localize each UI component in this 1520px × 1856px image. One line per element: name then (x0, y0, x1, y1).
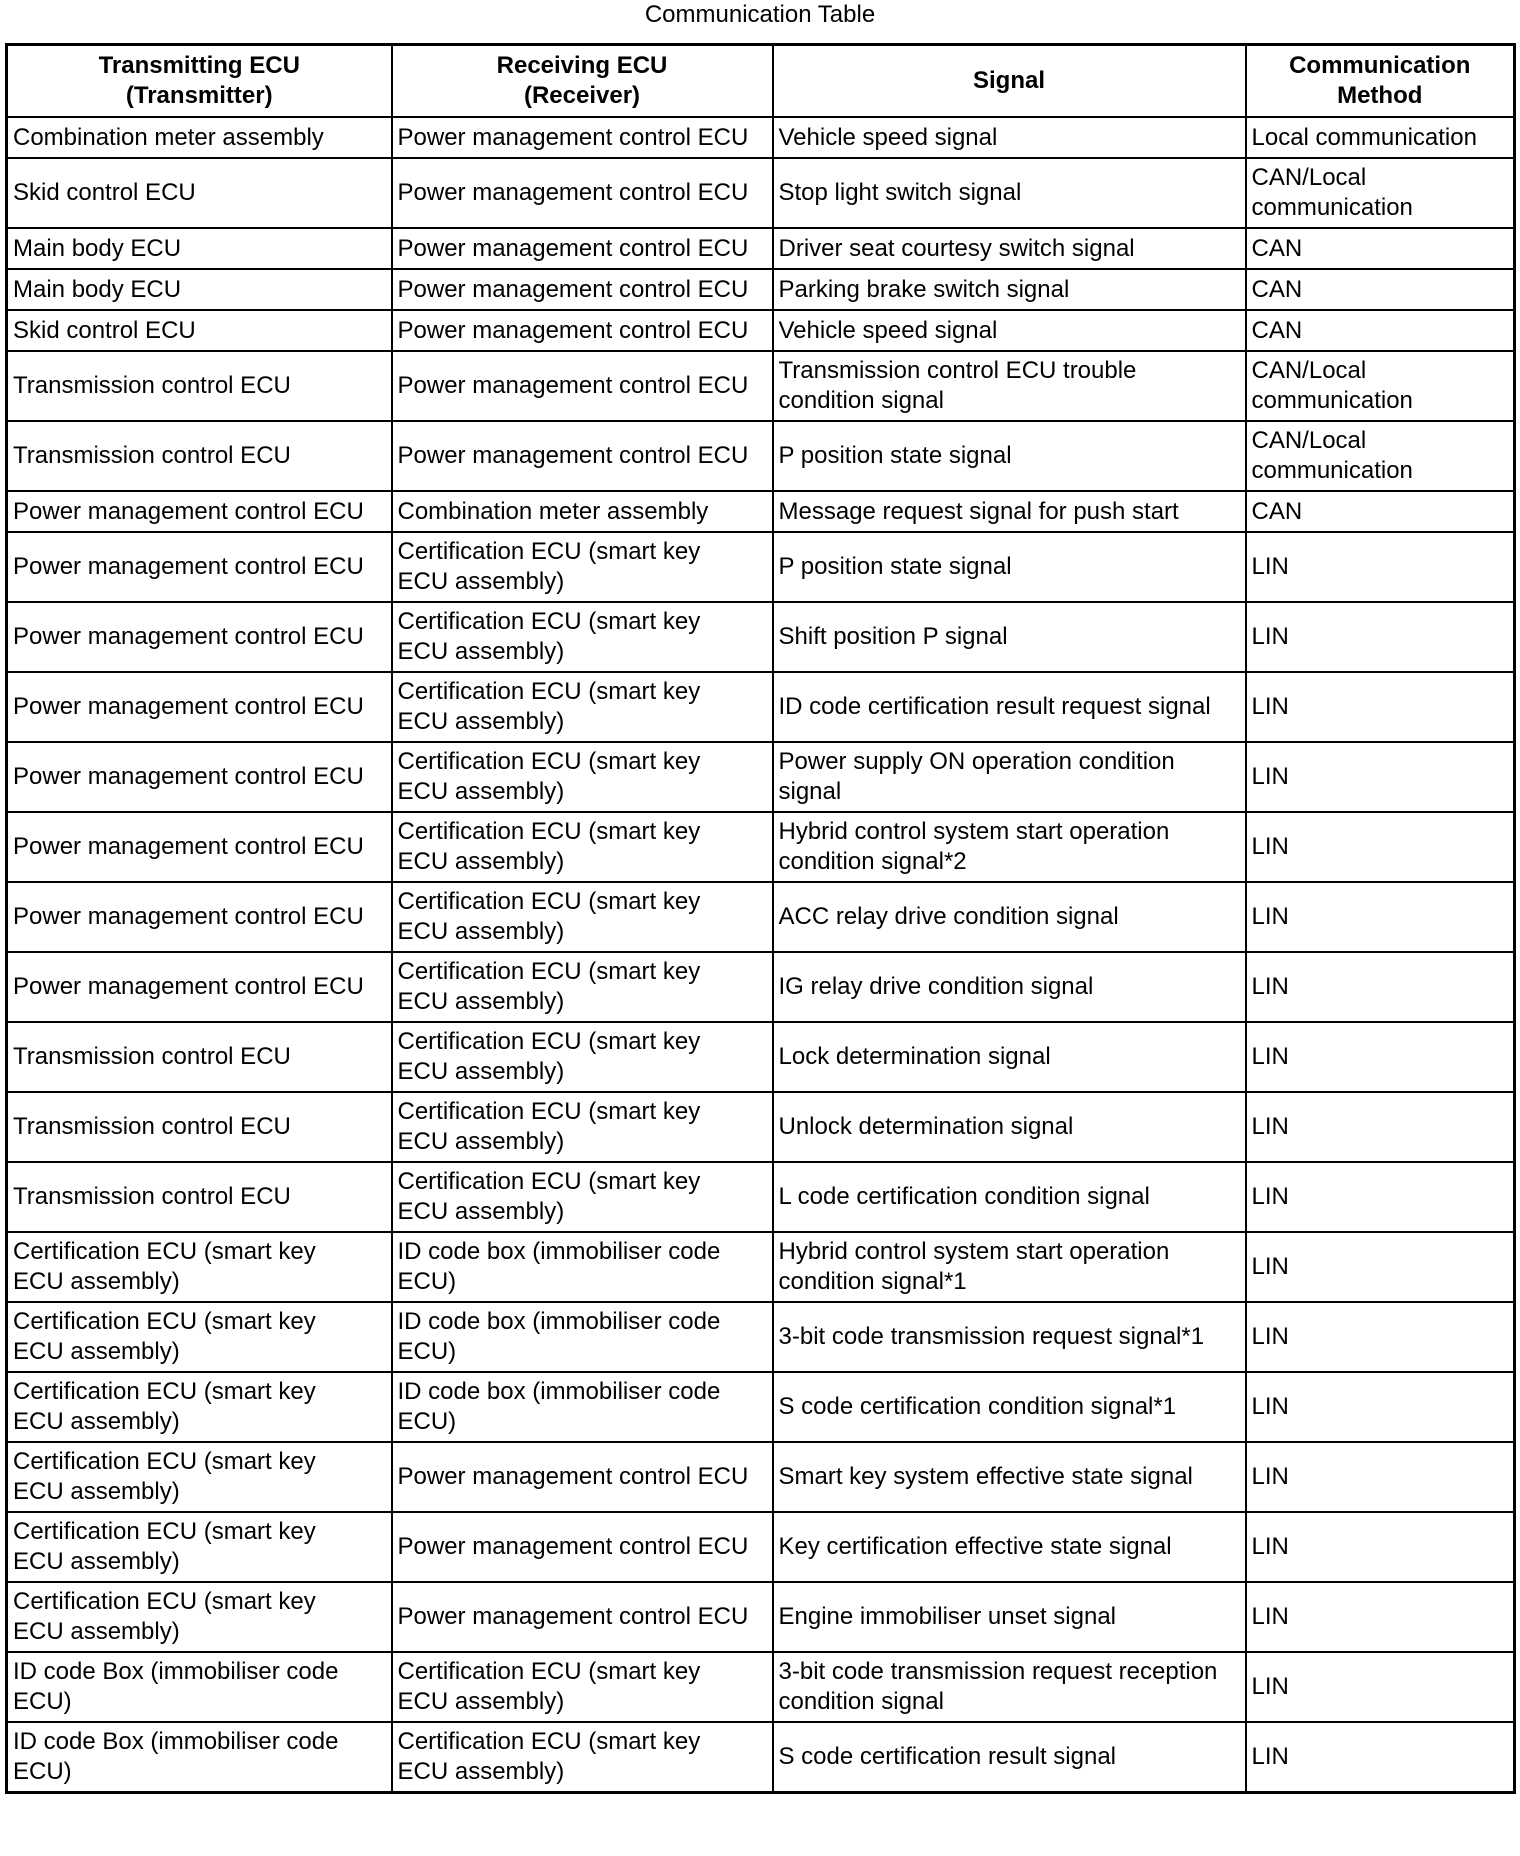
transmitting-ecu-cell (7, 1652, 392, 1722)
cell-text: LIN (1251, 903, 1289, 930)
table-caption: Communication Table (644, 1, 876, 28)
cell-text: ECU) (397, 1338, 457, 1365)
communication-method-cell (1246, 1512, 1515, 1582)
transmitting-ecu-cell (7, 1232, 392, 1302)
receiving-ecu-cell (392, 1652, 773, 1722)
cell-text: Certification ECU (smart key (13, 1238, 316, 1265)
signal-cell (773, 1372, 1246, 1442)
transmitting-ecu-cell (7, 1512, 392, 1582)
signal-cell (773, 158, 1246, 228)
cell-text: LIN (1251, 1113, 1289, 1140)
cell-text: condition signal*2 (778, 848, 967, 875)
receiving-ecu-cell (392, 1162, 773, 1232)
cell-text: Combination meter assembly (397, 497, 709, 525)
receiving-ecu-cell (392, 812, 773, 882)
communication-method-cell (1246, 1302, 1515, 1372)
cell-text: CAN (1251, 316, 1303, 344)
communication-method-cell (1246, 532, 1515, 602)
receiving-ecu-cell (392, 1512, 773, 1582)
table-row (7, 1512, 1515, 1582)
cell-text: Lock determination signal (778, 1043, 1051, 1070)
table-row (7, 1302, 1515, 1372)
receiving-ecu-cell (392, 672, 773, 742)
cell-text: ACC relay drive condition signal (778, 903, 1119, 930)
cell-text: signal (778, 778, 842, 805)
cell-text: condition signal (778, 1688, 944, 1715)
cell-text: LIN (1251, 1043, 1289, 1070)
transmitting-ecu-cell (7, 532, 392, 602)
cell-text: Stop light switch signal (778, 179, 1022, 206)
receiving-ecu-cell (392, 1302, 773, 1372)
cell-text: Certification ECU (smart key (13, 1448, 316, 1475)
cell-text: Hybrid control system start operation (778, 818, 1170, 845)
cell-text: Power management control ECU (397, 275, 749, 303)
header-receiving-ecu (392, 45, 773, 118)
receiving-ecu-cell (392, 117, 773, 158)
cell-text: ECU assembly) (13, 1478, 180, 1505)
table-row (7, 602, 1515, 672)
cell-text: Certification ECU (smart key (397, 1658, 701, 1685)
signal-cell (773, 952, 1246, 1022)
transmitting-ecu-cell (7, 672, 392, 742)
receiving-ecu-cell (392, 1582, 773, 1652)
header-row (7, 45, 1515, 118)
communication-method-cell (1246, 1372, 1515, 1442)
communication-method-cell (1246, 602, 1515, 672)
receiving-ecu-cell (392, 269, 773, 310)
transmitting-ecu-cell (7, 421, 392, 491)
receiving-ecu-cell (392, 310, 773, 351)
communication-method-cell (1246, 742, 1515, 812)
transmitting-ecu-cell (7, 1442, 392, 1512)
receiving-ecu-cell (392, 1442, 773, 1512)
table-row (7, 952, 1515, 1022)
cell-text: LIN (1251, 1603, 1289, 1630)
cell-text: Transmission control ECU (13, 1113, 291, 1140)
table-row (7, 158, 1515, 228)
transmitting-ecu-cell (7, 310, 392, 351)
signal-cell (773, 1652, 1246, 1722)
header-transmitting-ecu (7, 45, 392, 118)
signal-cell (773, 1512, 1246, 1582)
table-row (7, 672, 1515, 742)
signal-cell (773, 1092, 1246, 1162)
cell-text: communication (1251, 194, 1413, 221)
cell-text: Power management control ECU (397, 1463, 749, 1490)
cell-text: IG relay drive condition signal (778, 973, 1094, 1000)
signal-cell (773, 351, 1246, 421)
cell-text: Unlock determination signal (778, 1113, 1074, 1140)
cell-text: Power management control ECU (397, 123, 749, 151)
cell-text: LIN (1251, 1393, 1289, 1420)
cell-text: ECU assembly) (13, 1268, 180, 1295)
receiving-ecu-cell (392, 882, 773, 952)
receiving-ecu-cell (392, 1232, 773, 1302)
cell-text: Transmission control ECU (13, 1043, 291, 1070)
communication-method-cell (1246, 158, 1515, 228)
signal-cell (773, 742, 1246, 812)
cell-text: Certification ECU (smart key (13, 1308, 316, 1335)
communication-method-cell (1246, 491, 1515, 532)
cell-text: Certification ECU (smart key (397, 678, 701, 705)
communication-method-cell (1246, 1022, 1515, 1092)
cell-text: ECU assembly) (397, 1688, 565, 1715)
cell-text: Driver seat courtesy switch signal (778, 234, 1135, 262)
transmitting-ecu-cell (7, 1582, 392, 1652)
cell-text: Certification ECU (smart key (13, 1378, 316, 1405)
table-row (7, 1232, 1515, 1302)
cell-text: ECU assembly) (397, 708, 565, 735)
table-row (7, 1092, 1515, 1162)
signal-cell (773, 602, 1246, 672)
table-row (7, 228, 1515, 269)
communication-method-cell (1246, 421, 1515, 491)
cell-text: Transmission control ECU trouble (778, 357, 1137, 384)
signal-cell (773, 1022, 1246, 1092)
cell-text: Power management control ECU (13, 623, 364, 650)
signal-cell (773, 1232, 1246, 1302)
table-row (7, 117, 1515, 158)
cell-text: LIN (1251, 1463, 1289, 1490)
cell-text: Message request signal for push start (778, 497, 1179, 525)
table-row (7, 1372, 1515, 1442)
cell-text: ECU assembly) (13, 1548, 180, 1575)
table-row (7, 310, 1515, 351)
cell-text: Power management control ECU (13, 973, 364, 1000)
table-row (7, 1582, 1515, 1652)
cell-text: Key certification effective state signal (778, 1533, 1172, 1560)
receiving-ecu-cell (392, 602, 773, 672)
cell-text: Shift position P signal (778, 623, 1008, 650)
cell-text: Local communication (1251, 123, 1477, 151)
table-row (7, 421, 1515, 491)
table-row (7, 532, 1515, 602)
cell-text: ECU assembly) (397, 638, 565, 665)
table-row (7, 269, 1515, 310)
receiving-ecu-cell (392, 952, 773, 1022)
receiving-ecu-cell (392, 158, 773, 228)
cell-text: condition signal (778, 387, 944, 414)
cell-text: ECU assembly) (13, 1338, 180, 1365)
header-text: (Transmitter) (125, 82, 273, 109)
signal-cell (773, 1442, 1246, 1512)
cell-text: CAN (1251, 497, 1303, 525)
communication-method-cell (1246, 1722, 1515, 1793)
cell-text: Parking brake switch signal (778, 275, 1070, 303)
cell-text: ID code certification result request signal (778, 693, 1211, 720)
cell-text: ECU) (13, 1688, 72, 1715)
cell-text: ID code Box (immobiliser code (13, 1658, 339, 1685)
cell-text: communication (1251, 457, 1413, 484)
header-text: Communication (1289, 52, 1471, 79)
cell-text: ECU assembly) (13, 1618, 180, 1645)
cell-text: LIN (1251, 1743, 1289, 1770)
transmitting-ecu-cell (7, 491, 392, 532)
cell-text: LIN (1251, 623, 1289, 650)
cell-text: Power management control ECU (13, 497, 364, 525)
cell-text: 3-bit code transmission request reception (778, 1658, 1218, 1685)
cell-text: Combination meter assembly (13, 123, 324, 151)
cell-text: LIN (1251, 973, 1289, 1000)
cell-text: ECU assembly) (397, 568, 565, 595)
cell-text: LIN (1251, 1183, 1289, 1210)
receiving-ecu-cell (392, 228, 773, 269)
table-row (7, 351, 1515, 421)
cell-text: Certification ECU (smart key (397, 748, 701, 775)
cell-text: ECU) (13, 1758, 72, 1785)
signal-cell (773, 1722, 1246, 1793)
cell-text: Certification ECU (smart key (397, 1028, 701, 1055)
cell-text: Main body ECU (13, 275, 182, 303)
cell-text: LIN (1251, 1323, 1289, 1350)
cell-text: Certification ECU (smart key (397, 1098, 701, 1125)
signal-cell (773, 1162, 1246, 1232)
cell-text: Power management control ECU (397, 234, 749, 262)
cell-text: ECU) (397, 1408, 457, 1435)
receiving-ecu-cell (392, 1022, 773, 1092)
cell-text: Certification ECU (smart key (397, 818, 701, 845)
communication-table-container (5, 43, 1516, 1794)
communication-method-cell (1246, 310, 1515, 351)
table-row (7, 812, 1515, 882)
communication-method-cell (1246, 1092, 1515, 1162)
signal-cell (773, 228, 1246, 269)
cell-text: ID code box (immobiliser code (397, 1378, 721, 1405)
cell-text: S code certification condition signal*1 (778, 1393, 1177, 1420)
cell-text: LIN (1251, 763, 1289, 790)
cell-text: Certification ECU (smart key (397, 538, 701, 565)
transmitting-ecu-cell (7, 1722, 392, 1793)
signal-cell (773, 812, 1246, 882)
cell-text: LIN (1251, 833, 1289, 860)
signal-cell (773, 421, 1246, 491)
table-row (7, 491, 1515, 532)
transmitting-ecu-cell (7, 1372, 392, 1442)
cell-text: Transmission control ECU (13, 372, 291, 399)
receiving-ecu-cell (392, 742, 773, 812)
receiving-ecu-cell (392, 491, 773, 532)
signal-cell (773, 117, 1246, 158)
transmitting-ecu-cell (7, 351, 392, 421)
cell-text: Certification ECU (smart key (13, 1588, 316, 1615)
cell-text: P position state signal (778, 553, 1012, 580)
receiving-ecu-cell (392, 351, 773, 421)
signal-cell (773, 882, 1246, 952)
communication-method-cell (1246, 269, 1515, 310)
transmitting-ecu-cell (7, 1162, 392, 1232)
communication-method-cell (1246, 882, 1515, 952)
cell-text: LIN (1251, 1533, 1289, 1560)
receiving-ecu-cell (392, 421, 773, 491)
cell-text: 3-bit code transmission request signal*1 (778, 1323, 1205, 1350)
cell-text: Power supply ON operation condition (778, 748, 1175, 775)
receiving-ecu-cell (392, 1092, 773, 1162)
cell-text: ID code box (immobiliser code (397, 1238, 721, 1265)
transmitting-ecu-cell (7, 158, 392, 228)
communication-method-cell (1246, 1582, 1515, 1652)
signal-cell (773, 1302, 1246, 1372)
cell-text: S code certification result signal (778, 1743, 1116, 1770)
cell-text: ID code box (immobiliser code (397, 1308, 721, 1335)
transmitting-ecu-cell (7, 1022, 392, 1092)
cell-text: CAN/Local (1251, 357, 1367, 384)
cell-text: ECU assembly) (397, 778, 565, 805)
transmitting-ecu-cell (7, 117, 392, 158)
table-row (7, 1722, 1515, 1793)
table-row (7, 1022, 1515, 1092)
cell-text: ECU assembly) (397, 848, 565, 875)
cell-text: CAN (1251, 275, 1303, 303)
table-body (7, 117, 1515, 1793)
transmitting-ecu-cell (7, 882, 392, 952)
signal-cell (773, 310, 1246, 351)
cell-text: P position state signal (778, 442, 1012, 469)
cell-text: L code certification condition signal (778, 1183, 1150, 1210)
cell-text: ECU assembly) (397, 918, 565, 945)
cell-text: ID code Box (immobiliser code (13, 1728, 339, 1755)
transmitting-ecu-cell (7, 742, 392, 812)
signal-cell (773, 532, 1246, 602)
header-text: Method (1337, 82, 1423, 109)
cell-text: Power management control ECU (397, 1533, 749, 1560)
header-text: (Receiver) (523, 82, 641, 109)
cell-text: Power management control ECU (13, 833, 364, 860)
communication-method-cell (1246, 1652, 1515, 1722)
transmitting-ecu-cell (7, 228, 392, 269)
cell-text: Vehicle speed signal (778, 123, 998, 151)
header-communication-method (1246, 45, 1515, 118)
cell-text: ECU) (397, 1268, 457, 1295)
table-row (7, 1162, 1515, 1232)
cell-text: ECU assembly) (397, 988, 565, 1015)
signal-cell (773, 1582, 1246, 1652)
cell-text: CAN/Local (1251, 164, 1367, 191)
cell-text: LIN (1251, 553, 1289, 580)
communication-method-cell (1246, 351, 1515, 421)
cell-text: Skid control ECU (13, 179, 196, 206)
cell-text: Hybrid control system start operation (778, 1238, 1170, 1265)
communication-method-cell (1246, 1232, 1515, 1302)
cell-text: communication (1251, 387, 1413, 414)
communication-method-cell (1246, 228, 1515, 269)
receiving-ecu-cell (392, 532, 773, 602)
cell-text: Power management control ECU (13, 693, 364, 720)
header-signal (773, 45, 1246, 118)
transmitting-ecu-cell (7, 1092, 392, 1162)
cell-text: Engine immobiliser unset signal (778, 1603, 1116, 1630)
cell-text: Power management control ECU (13, 903, 364, 930)
signal-cell (773, 269, 1246, 310)
cell-text: CAN/Local (1251, 427, 1367, 454)
table-row (7, 742, 1515, 812)
cell-text: Power management control ECU (397, 372, 749, 399)
communication-method-cell (1246, 952, 1515, 1022)
communication-method-cell (1246, 672, 1515, 742)
table-row (7, 1442, 1515, 1512)
communication-method-cell (1246, 1162, 1515, 1232)
cell-text: Power management control ECU (13, 553, 364, 580)
cell-text: Certification ECU (smart key (397, 958, 701, 985)
cell-text: Certification ECU (smart key (397, 888, 701, 915)
cell-text: Transmission control ECU (13, 442, 291, 469)
cell-text: ECU assembly) (397, 1058, 565, 1085)
table-row (7, 1652, 1515, 1722)
cell-text: ECU assembly) (397, 1198, 565, 1225)
cell-text: LIN (1251, 1253, 1289, 1280)
cell-text: ECU assembly) (397, 1128, 565, 1155)
cell-text: Certification ECU (smart key (397, 1728, 701, 1755)
cell-text: Power management control ECU (397, 316, 749, 344)
cell-text: condition signal*1 (778, 1268, 967, 1295)
header-text: Transmitting ECU (98, 52, 300, 79)
transmitting-ecu-cell (7, 952, 392, 1022)
cell-text: LIN (1251, 693, 1289, 720)
receiving-ecu-cell (392, 1372, 773, 1442)
cell-text: Power management control ECU (397, 442, 749, 469)
cell-text: Power management control ECU (397, 1603, 749, 1630)
cell-text: Power management control ECU (397, 179, 749, 206)
receiving-ecu-cell (392, 1722, 773, 1793)
cell-text: CAN (1251, 234, 1303, 262)
cell-text: Main body ECU (13, 234, 182, 262)
transmitting-ecu-cell (7, 269, 392, 310)
cell-text: Smart key system effective state signal (778, 1463, 1193, 1490)
cell-text: Certification ECU (smart key (397, 608, 701, 635)
transmitting-ecu-cell (7, 602, 392, 672)
cell-text: Certification ECU (smart key (13, 1518, 316, 1545)
communication-method-cell (1246, 1442, 1515, 1512)
cell-text: ECU assembly) (397, 1758, 565, 1785)
cell-text: LIN (1251, 1673, 1289, 1700)
communication-method-cell (1246, 812, 1515, 882)
transmitting-ecu-cell (7, 1302, 392, 1372)
header-text: Receiving ECU (496, 52, 668, 79)
signal-cell (773, 672, 1246, 742)
header-text: Signal (972, 67, 1045, 94)
cell-text: ECU assembly) (13, 1408, 180, 1435)
cell-text: Power management control ECU (13, 763, 364, 790)
cell-text: Certification ECU (smart key (397, 1168, 701, 1195)
cell-text: Transmission control ECU (13, 1183, 291, 1210)
cell-text: Vehicle speed signal (778, 316, 998, 344)
transmitting-ecu-cell (7, 812, 392, 882)
table-row (7, 882, 1515, 952)
cell-text: Skid control ECU (13, 316, 196, 344)
communication-method-cell (1246, 117, 1515, 158)
signal-cell (773, 491, 1246, 532)
communication-table (5, 43, 1516, 1794)
